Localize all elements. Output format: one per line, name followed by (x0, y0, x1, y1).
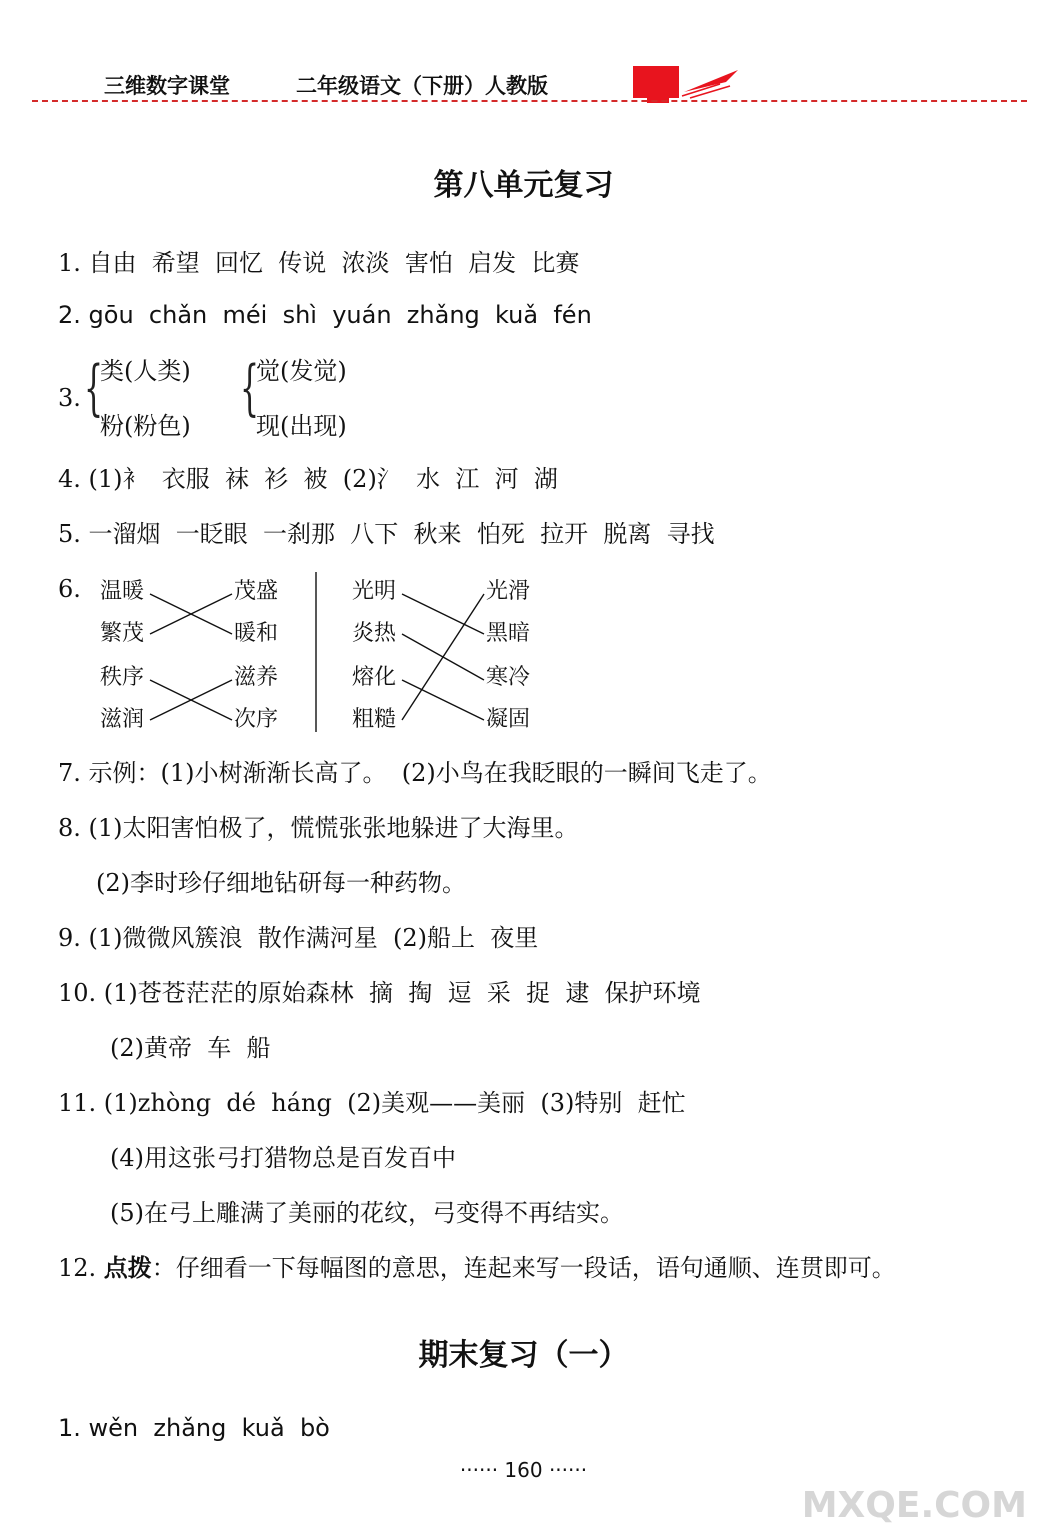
brace-icon: { (240, 353, 260, 423)
section-title-unit8: 第八单元复习 (433, 168, 614, 203)
answer-12-text: ：仔细看一下每幅图的意思，连起来写一段话，语句通顺、连贯即可。 (151, 1254, 896, 1282)
match-right-target: 凝固 (486, 707, 531, 732)
watermark-logo: MXQE.COM (801, 1485, 1027, 1526)
match-right-word: 炎热 (352, 621, 397, 646)
series-title: 三维数字课堂 (104, 74, 230, 98)
answer-6-number: 6. (58, 575, 81, 603)
answer-9: 9. (1)微微风簇浪 散作满河星 (2)船上 夜里 (58, 924, 539, 952)
answer-10-part2: (2)黄帝 车 船 (110, 1034, 271, 1062)
page-number: ······ 160 ······ (459, 1458, 588, 1482)
answer-3-b1: 觉(发觉) (256, 357, 347, 385)
answer-3-number: 3. (58, 384, 81, 412)
answer-3-b2: 现(出现) (256, 412, 347, 440)
match-left-word: 秩序 (100, 665, 145, 690)
answer-8-part2: (2)李时珍仔细地钻研每一种药物。 (96, 869, 466, 897)
match-line (402, 594, 484, 720)
match-left-target: 次序 (234, 707, 279, 732)
match-right-target: 光滑 (486, 579, 531, 604)
section-title-final-review: 期末复习（一） (418, 1338, 629, 1373)
answer-3-a1: 类(人类) (100, 357, 191, 385)
final-answer-1: 1. wěn zhǎng kuǎ bò (58, 1414, 330, 1442)
match-right-word: 熔化 (352, 665, 397, 690)
match-left-word: 温暖 (100, 579, 145, 604)
hint-label: 点拨 (103, 1254, 152, 1282)
answer-8-part1: 8. (1)太阳害怕极了，慌慌张张地躲进了大海里。 (58, 814, 579, 842)
answer-10-part1: 10. (1)苍苍茫茫的原始森林 摘 掏 逗 采 捉 逮 保护环境 (58, 979, 701, 1007)
match-right-word: 粗糙 (352, 707, 397, 732)
answer-11-part1: 11. (1)zhòng dé háng (2)美观——美丽 (3)特别 赶忙 (58, 1089, 686, 1117)
answer-12-number: 12. (58, 1254, 104, 1282)
answer-3-a2: 粉(粉色) (100, 412, 191, 440)
match-left-target: 茂盛 (234, 579, 279, 604)
match-left-target: 滋养 (234, 665, 279, 690)
answer-12 (58, 1253, 896, 1283)
answer-4: 4. (1)衤 衣服 袜 衫 被 (2)氵 水 江 河 湖 (58, 465, 558, 493)
answer-1: 1. 自由 希望 回忆 传说 浓淡 害怕 启发 比赛 (58, 249, 580, 277)
match-left-word: 繁茂 (100, 621, 145, 646)
answer-7: 7. 示例：(1)小树渐渐长高了。 (2)小鸟在我眨眼的一瞬间飞走了。 (58, 759, 772, 787)
answer-2: 2. gōu chǎn méi shì yuán zhǎng kuǎ fén (58, 301, 592, 329)
match-left-word: 滋润 (100, 707, 145, 732)
match-right-target: 寒冷 (486, 665, 531, 690)
book-title: 二年级语文（下册）人教版 (296, 74, 548, 98)
brace-icon: { (84, 353, 104, 423)
answer-11-part5: (5)在弓上雕满了美丽的花纹，弓变得不再结实。 (110, 1199, 624, 1227)
match-right-target: 黑暗 (486, 621, 531, 646)
match-left-target: 暖和 (234, 621, 279, 646)
answer-5: 5. 一溜烟 一眨眼 一刹那 八下 秋来 怕死 拉开 脱离 寻找 (58, 520, 715, 548)
match-right-word: 光明 (352, 579, 397, 604)
answer-11-part4: (4)用这张弓打猎物总是百发百中 (110, 1144, 456, 1172)
